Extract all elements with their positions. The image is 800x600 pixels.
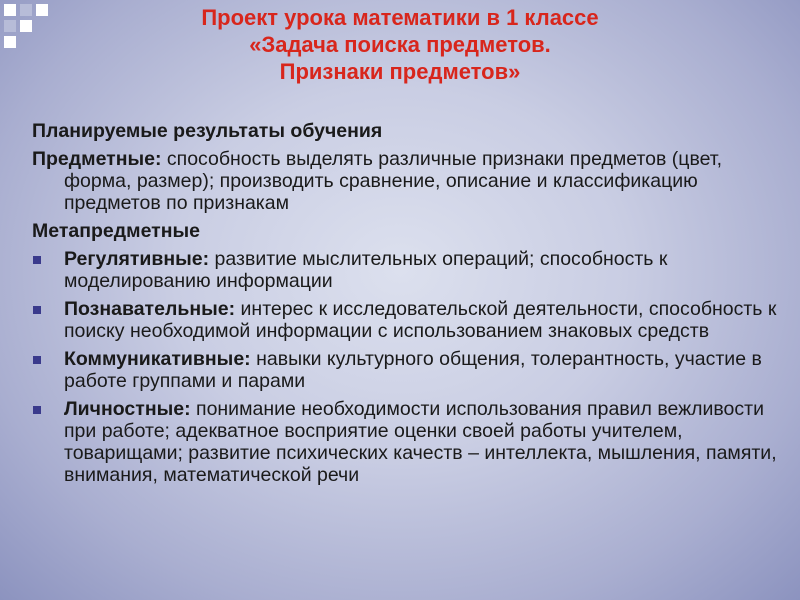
item-label: Личностные: [64,398,191,420]
subject-text: способность выделять различные признаки предметов (цвет, форма, размер); производить сравнение, описание и классификацию предметов по признакам [64,148,722,214]
title-line-1: Проект урока математики в 1 классе [201,5,599,30]
square-bullet-icon [33,356,41,364]
item-label: Коммуникативные: [64,348,251,370]
item-text: навыки культурного общения, толерантность, участие в работе группами и парами [64,348,762,392]
meta-results-heading: Метапредметные [32,220,200,242]
item-text: развитие мыслительных операций; способность к моделированию информации [64,248,668,292]
list-item-personal [32,398,782,486]
square-bullet-icon [33,406,41,414]
list-item-cognitive [32,298,782,342]
title-line-3: Признаки предметов» [279,59,521,84]
list-item-regulative [32,248,782,292]
subject-label: Предметные: [32,148,162,170]
item-text: понимание необходимости использования правил вежливости при работе; адекватное восприятие оценки своей работы учителем, товарищами; развитие психических качеств – интеллекта, мышления, памяти, внимания, математической речи [64,398,777,486]
item-label: Регулятивные: [64,248,210,270]
list-item-communicative [32,348,782,392]
square-bullet-icon [33,256,41,264]
slide-title [0,4,800,85]
meta-results-list [32,248,782,486]
square-bullet-icon [33,306,41,314]
planned-results-heading: Планируемые результаты обучения [32,120,383,142]
slide-content [32,120,782,492]
item-label: Познавательные: [64,298,236,320]
item-text: интерес к исследовательской деятельности, способность к поиску необходимой информации с использованием знаковых средств [64,298,777,342]
title-line-2: «Задача поиска предметов. [249,32,551,57]
subject-results [32,148,782,214]
